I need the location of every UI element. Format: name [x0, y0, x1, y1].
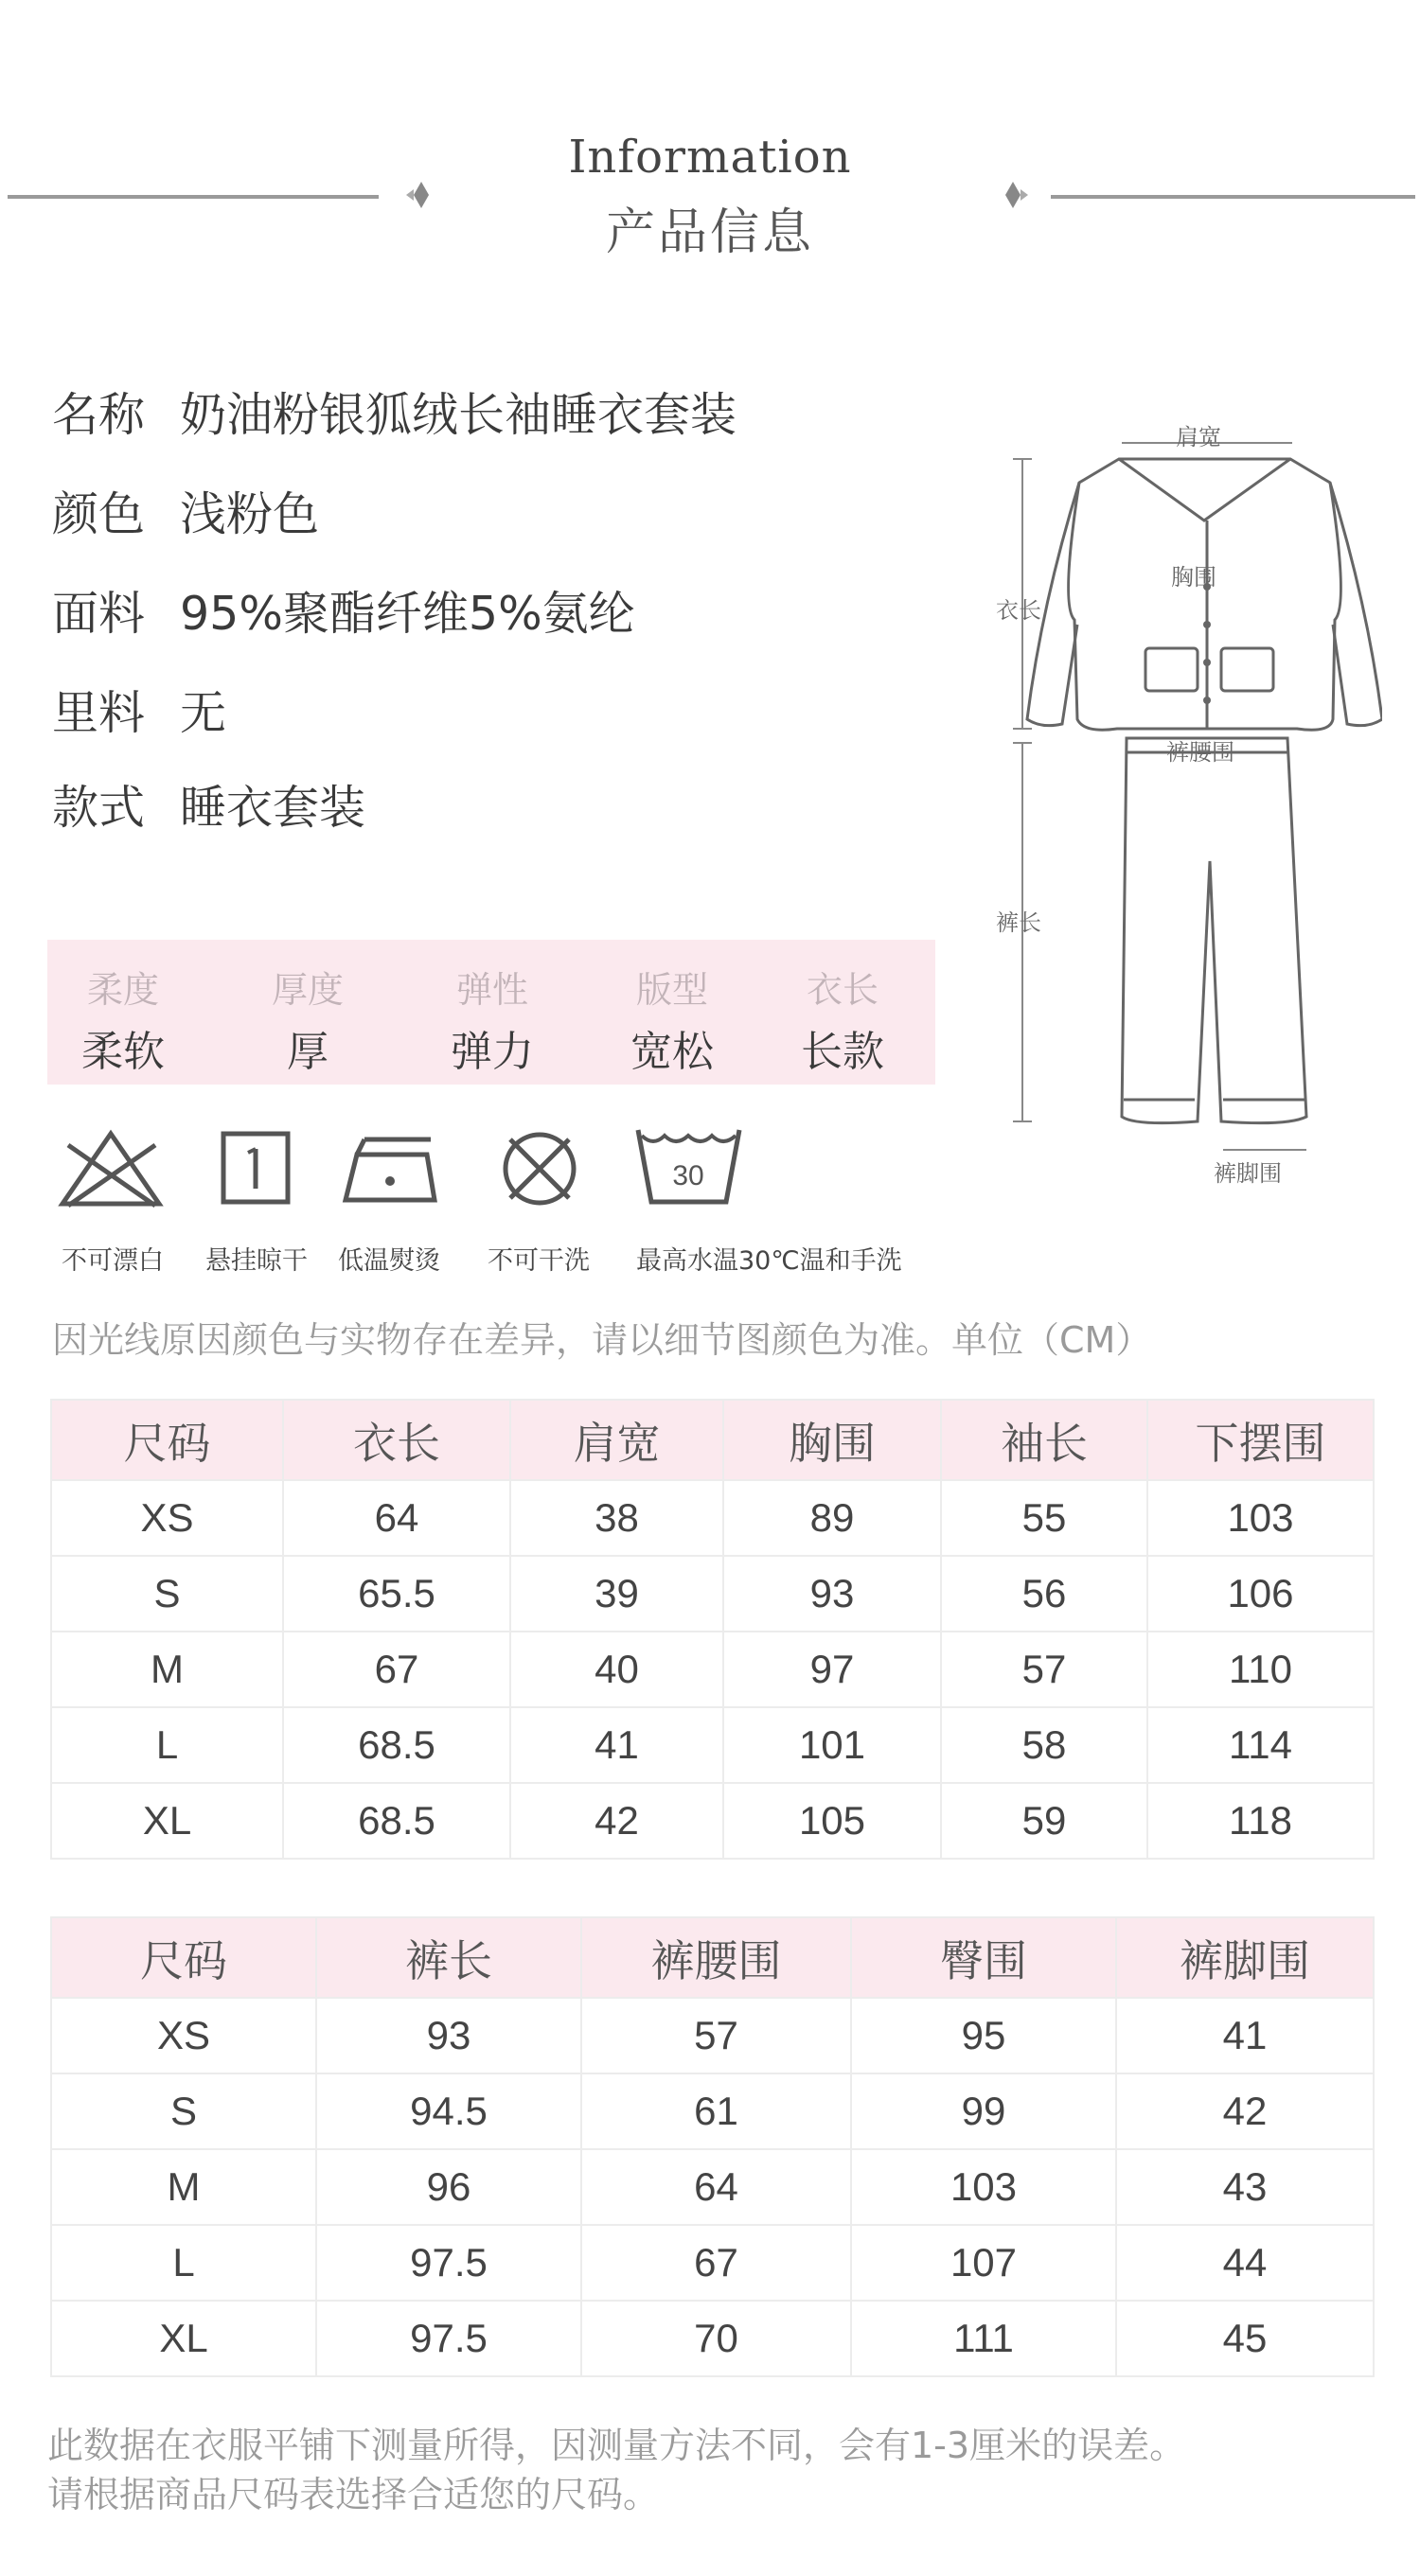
diagram-label-top-length: 衣长	[996, 597, 1041, 624]
diagram-label-pants-length: 裤长	[996, 909, 1041, 936]
table-cell: 94.5	[316, 2073, 581, 2149]
footer-note-line1: 此数据在衣服平铺下测量所得，因测量方法不同，会有1-3厘米的误差。	[47, 2425, 1186, 2466]
top-size-table	[50, 1399, 1375, 1860]
info-value: 奶油粉银狐绒长袖睡衣套装	[180, 388, 737, 442]
table-cell: 64	[581, 2149, 851, 2225]
table-header: 下摆围	[1147, 1400, 1374, 1480]
hand-wash-30-icon	[634, 1126, 743, 1211]
info-value: 浅粉色	[180, 487, 320, 541]
table-cell: 97	[723, 1632, 941, 1707]
table-header: 胸围	[723, 1400, 941, 1480]
table-cell: 38	[510, 1480, 723, 1556]
table-cell: S	[51, 2073, 316, 2149]
no-bleach-icon	[57, 1126, 166, 1211]
table-row	[51, 1480, 1374, 1556]
table-cell: 56	[941, 1556, 1147, 1632]
table-header: 尺码	[51, 1400, 283, 1480]
attribute-value: 厚	[287, 1028, 328, 1076]
color-note: 因光线原因颜色与实物存在差异，请以细节图颜色为准。单位（CM）	[52, 1319, 1152, 1361]
table-cell: 57	[581, 1998, 851, 2073]
table-row	[51, 1707, 1374, 1783]
table-row	[51, 1632, 1374, 1707]
table-cell: M	[51, 2149, 316, 2225]
table-header: 裤脚围	[1116, 1917, 1374, 1998]
table-cell: 106	[1147, 1556, 1374, 1632]
attribute-value: 弹力	[451, 1028, 534, 1076]
table-row	[51, 1998, 1374, 2073]
table-cell: 93	[316, 1998, 581, 2073]
table-cell: 114	[1147, 1707, 1374, 1783]
table-cell: 39	[510, 1556, 723, 1632]
table-cell: 103	[1147, 1480, 1374, 1556]
ornament-right-icon	[994, 176, 1032, 214]
attribute-key: 版型	[635, 969, 708, 1011]
table-cell: 59	[941, 1783, 1147, 1859]
info-value: 睡衣套装	[180, 781, 366, 835]
table-cell: 41	[510, 1707, 723, 1783]
attribute-key: 弹性	[455, 969, 528, 1011]
wash-temp-text: 30	[672, 1160, 704, 1191]
table-cell: 89	[723, 1480, 941, 1556]
table-cell: 65.5	[283, 1556, 510, 1632]
attributes-band	[47, 940, 935, 1085]
table-cell: 67	[581, 2225, 851, 2301]
attribute-value: 长款	[801, 1028, 884, 1076]
low-iron-icon	[336, 1126, 440, 1211]
table-cell: S	[51, 1556, 283, 1632]
header-title-en: Information	[568, 131, 852, 184]
table-cell: 55	[941, 1480, 1147, 1556]
garment-diagram	[985, 416, 1382, 1202]
table-row	[51, 2073, 1374, 2149]
table-header: 肩宽	[510, 1400, 723, 1480]
table-row	[51, 2225, 1374, 2301]
info-row-color	[52, 478, 319, 544]
table-header: 臀围	[851, 1917, 1116, 1998]
info-key: 面料	[52, 587, 146, 641]
info-key: 颜色	[52, 487, 146, 541]
attribute-key: 衣长	[806, 969, 879, 1011]
table-cell: 44	[1116, 2225, 1374, 2301]
table-cell: 42	[510, 1783, 723, 1859]
table-row	[51, 1783, 1374, 1859]
table-row	[51, 1556, 1374, 1632]
table-cell: 99	[851, 2073, 1116, 2149]
table-cell: 118	[1147, 1783, 1374, 1859]
info-key: 名称	[52, 388, 146, 442]
diagram-label-waist: 裤腰围	[1166, 739, 1234, 766]
table-row	[51, 2149, 1374, 2225]
table-cell: 103	[851, 2149, 1116, 2225]
info-row-name	[52, 379, 737, 445]
footer-note-line2: 请根据商品尺码表选择合适您的尺码。	[47, 2474, 660, 2515]
table-cell: XL	[51, 1783, 283, 1859]
table-header: 尺码	[51, 1917, 316, 1998]
table-cell: 97.5	[316, 2225, 581, 2301]
table-cell: 57	[941, 1632, 1147, 1707]
attribute-key: 厚度	[271, 969, 344, 1011]
table-cell: 68.5	[283, 1707, 510, 1783]
table-cell: 96	[316, 2149, 581, 2225]
table-cell: 105	[723, 1783, 941, 1859]
table-cell: 45	[1116, 2301, 1374, 2376]
table-cell: 97.5	[316, 2301, 581, 2376]
header-line-right	[1051, 195, 1415, 199]
table-cell: 42	[1116, 2073, 1374, 2149]
table-header-row	[51, 1400, 1374, 1480]
care-label: 悬挂晾干	[205, 1246, 308, 1276]
info-key: 款式	[52, 781, 146, 835]
table-cell: 58	[941, 1707, 1147, 1783]
info-row-fabric	[52, 577, 635, 644]
pants-size-table	[50, 1916, 1375, 2377]
info-value: 95%聚酯纤维5%氨纶	[180, 587, 635, 641]
table-cell: L	[51, 2225, 316, 2301]
table-header: 裤长	[316, 1917, 581, 1998]
care-label: 最高水温30℃温和手洗	[636, 1246, 902, 1276]
diagram-label-hem: 裤脚围	[1214, 1160, 1282, 1187]
info-key: 里料	[52, 686, 146, 740]
table-header-row	[51, 1917, 1374, 1998]
info-row-style	[52, 771, 365, 838]
table-cell: XS	[51, 1998, 316, 2073]
table-cell: 95	[851, 1998, 1116, 2073]
table-cell: 101	[723, 1707, 941, 1783]
table-cell: 110	[1147, 1632, 1374, 1707]
care-label: 不可干洗	[488, 1246, 590, 1276]
table-cell: 70	[581, 2301, 851, 2376]
info-value: 无	[180, 686, 227, 740]
table-row	[51, 2301, 1374, 2376]
table-cell: 68.5	[283, 1783, 510, 1859]
table-cell: 111	[851, 2301, 1116, 2376]
hang-dry-icon	[218, 1126, 293, 1211]
diagram-label-shoulder: 肩宽	[1176, 424, 1221, 450]
table-header: 衣长	[283, 1400, 510, 1480]
header-title-cn: 产品信息	[605, 204, 814, 261]
table-cell: L	[51, 1707, 283, 1783]
info-row-lining	[52, 677, 226, 743]
table-cell: 61	[581, 2073, 851, 2149]
table-header: 袖长	[941, 1400, 1147, 1480]
table-cell: XS	[51, 1480, 283, 1556]
attribute-value: 柔软	[81, 1028, 165, 1076]
diagram-label-chest: 胸围	[1171, 564, 1216, 591]
table-cell: XL	[51, 2301, 316, 2376]
attribute-value: 宽松	[630, 1028, 714, 1076]
attribute-key: 柔度	[86, 969, 159, 1011]
care-label: 低温熨烫	[338, 1246, 440, 1276]
table-header: 裤腰围	[581, 1917, 851, 1998]
table-cell: 107	[851, 2225, 1116, 2301]
table-cell: 41	[1116, 1998, 1374, 2073]
table-cell: 64	[283, 1480, 510, 1556]
table-cell: M	[51, 1632, 283, 1707]
table-cell: 67	[283, 1632, 510, 1707]
care-label: 不可漂白	[62, 1246, 164, 1276]
table-cell: 40	[510, 1632, 723, 1707]
table-cell: 93	[723, 1556, 941, 1632]
table-cell: 43	[1116, 2149, 1374, 2225]
no-dry-clean-icon	[497, 1126, 582, 1211]
